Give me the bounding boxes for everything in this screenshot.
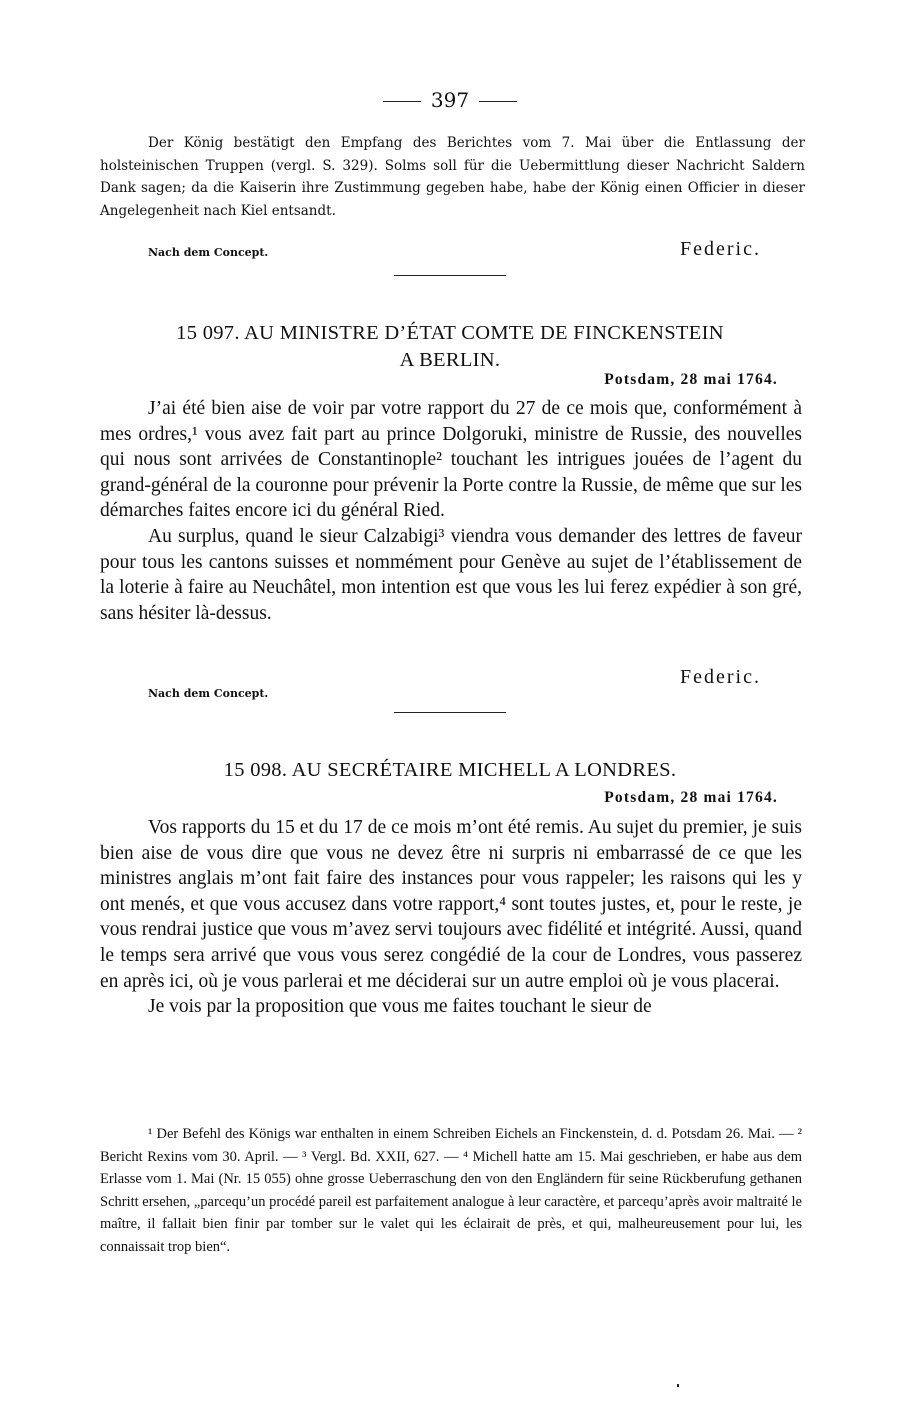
dateline-15097: Potsdam, 28 mai 1764. [604, 371, 778, 388]
heading-line: 15 098. AU SECRÉTAIRE MICHELL A LONDRES. [223, 759, 677, 781]
source-note-2: Nach dem Concept. [148, 687, 269, 700]
heading-line-2: A BERLIN. [399, 349, 501, 371]
source-note-1: Nach dem Concept. [148, 246, 269, 259]
page-number: 397 [430, 88, 470, 112]
paragraph-15097-1: J’ai été bien aise de voir par votre rapport du 27 de ce mois que, conformément à mes ordres,¹ vous avez fait part au prince Dolgoruki, ministre de Russie, des nouvelles qui nous sont arrivées de Constantinople² touchant les intrigues jouées de l’agent du grand-général de la couronne pour prévenir la Porte contre la Russie, de même que sur les démarches faites encore ici du général Ried. [100, 398, 802, 522]
paragraph-15098-1: Vos rapports du 15 et du 17 de ce mois m’ont été remis. Au sujet du premier, je suis bien aise de vous dire que vous ne devez être ni surpris ni embarrassé de ce que les ministres anglais m’ont fait faire des instances pour vous rappeler; les raisons qui les y ont menés, et que vous accusez dans votre rapport,⁴ sont toutes justes, et, pour le reste, je vous rendrai justice que vous m’avez servi toujours avec fidélité et intégrité. Aussi, quand le temps sera arrivé que vous vous serez congédié de la cour de Londres, vous passerez en après ici, où je vous parlerai et me déciderai sur un autre emploi où je vous placerai. [100, 817, 802, 992]
header-dash-right [479, 101, 517, 102]
signature-2: Federic. [680, 666, 761, 688]
footnote-text: ¹ Der Befehl des Königs war enthalten in einem Schreiben Eichels an Finckenstein, d. d. Potsdam 26. Mai. — ² Bericht Rexins vom 30. April. — ³ Vergl. Bd. XXII, 627. — ⁴ Michell hatte am 15. Mai geschrieben, er habe aus dem Erlasse vom 1. Mai (Nr. 15 055) ohne grosse Ueberraschung den von den Engländern für seine Rückberufung gethanen Schritt ersehen, „parcequ’un procédé pareil est parfaitement analogue à leur caractère, et parcequ’après avoir maltraité le maître, il fallait bien finir par tomber sur le valet qui les éclairait de près, et qui, malheureusement pour lui, les connaissait trop bien“. [100, 1126, 802, 1255]
letter-heading-15097 [100, 320, 800, 374]
signature-1: Federic. [680, 238, 761, 260]
dateline-15098: Potsdam, 28 mai 1764. [604, 789, 778, 806]
footnotes [100, 1123, 802, 1258]
paragraph-15098-2: Je vois par la proposition que vous me faites touchant le sieur de [148, 996, 652, 1018]
letter-heading-15098 [100, 757, 800, 784]
summary-text: Der König bestätigt den Empfang des Berichtes vom 7. Mai über die Entlassung der holsteinischen Truppen (vergl. S. 329). Solms soll für die Uebermittlung dieser Nachricht Saldern Dank sagen; da die Kaiserin ihre Zustimmung gegeben habe, habe der König einen Officier in dieser Angelegenheit nach Kiel entsandt. [100, 135, 805, 219]
page-speck [677, 1384, 679, 1387]
section-divider-1 [394, 275, 506, 276]
letter-body-15098 [100, 815, 802, 1020]
paragraph-15097-2: Au surplus, quand le sieur Calzabigi³ viendra vous demander des lettres de faveur pour tous les cantons suisses et nommément pour Genève au sujet de l’établissement de la loterie à faire au Neuchâtel, mon intention est que vous les lui ferez expédier à son gré, sans hésiter là-dessus. [100, 525, 802, 624]
section-divider-2 [394, 712, 506, 713]
german-summary [100, 132, 805, 222]
header-dash-left [383, 101, 421, 102]
heading-line-1: 15 097. AU MINISTRE D’ÉTAT COMTE DE FINCKENSTEIN [176, 322, 724, 344]
page-number-header [0, 88, 900, 112]
letter-body-15097 [100, 396, 802, 626]
